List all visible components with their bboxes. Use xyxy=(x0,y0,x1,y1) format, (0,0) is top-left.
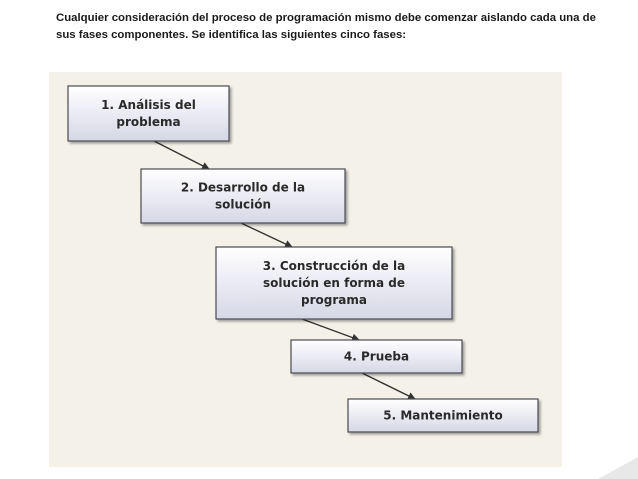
corner-decoration xyxy=(578,449,638,479)
phase-box-2 xyxy=(141,169,345,223)
arrow-1-to-2 xyxy=(154,141,209,169)
phase-label-line: problema xyxy=(116,115,181,129)
phase-label-line: 4. Prueba xyxy=(343,349,410,364)
phase-box-frame xyxy=(141,169,345,223)
phase-box-3 xyxy=(216,247,452,319)
diagram-canvas xyxy=(49,72,562,467)
intro-paragraph: Cualquier consideración del proceso de programación mismo debe comenzar aislando cada una de sus fases componentes. Se identifica las siguientes cinco fases: xyxy=(56,12,596,41)
phase-label-line: 1. Análisis del xyxy=(101,98,196,112)
phase-label-line: 3. Construcción de la xyxy=(262,259,406,273)
phase-label-line: 5. Mantenimiento xyxy=(383,408,503,423)
phase-label-line: solución xyxy=(214,197,272,212)
phase-box-1 xyxy=(68,86,229,141)
phase-box-frame xyxy=(68,86,229,141)
arrow-2-to-3 xyxy=(241,223,292,247)
phase-label-line: programa xyxy=(301,293,367,307)
arrow-3-to-4 xyxy=(302,319,359,340)
phase-label-line: 2. Desarrollo de la xyxy=(180,180,306,195)
phase-box-5 xyxy=(348,399,538,432)
arrow-4-to-5 xyxy=(362,373,415,399)
phase-box-4 xyxy=(291,340,462,373)
phase-label-line: solución en forma de xyxy=(263,276,405,290)
process-diagram xyxy=(49,72,562,467)
